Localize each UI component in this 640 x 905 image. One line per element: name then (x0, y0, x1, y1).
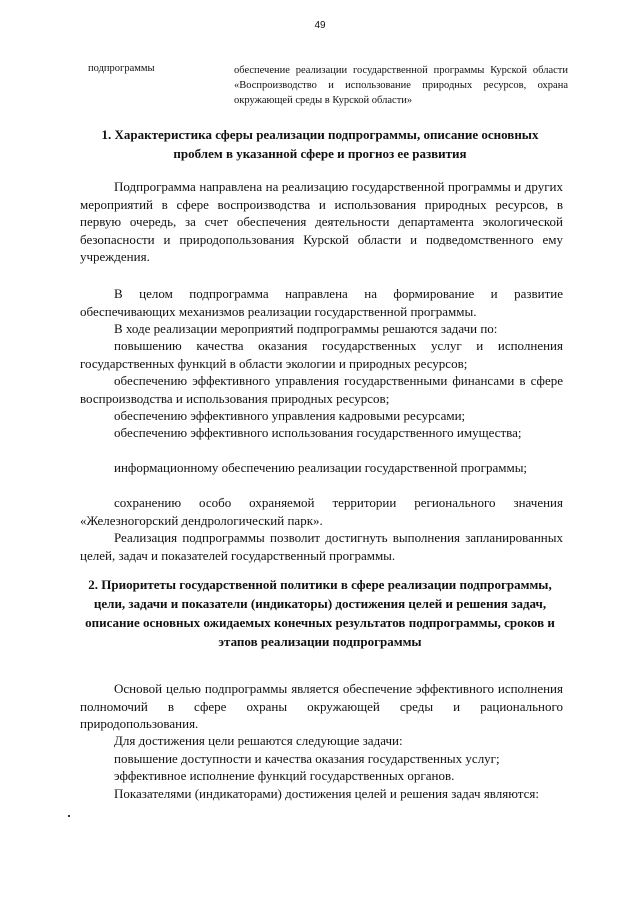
page-number: 49 (314, 20, 326, 31)
task-item: повышение доступности и качества оказания государственных услуг; (114, 751, 500, 766)
scan-mark (68, 815, 70, 817)
section-1-heading: 1. Характеристика сферы реализации подпрограммы, описание основных проблем в указанной сфере и прогноз ее развития (101, 127, 539, 161)
paragraph: В ходе реализации мероприятий подпрограммы решаются задачи по: (114, 321, 498, 336)
paragraph: Реализация подпрограммы позволит достигнуть выполнения запланированных целей, задач и показателей государственный программы. (80, 530, 563, 563)
task-item: обеспечению эффективного управления кадровыми ресурсами; (114, 408, 466, 423)
paragraph: Показателями (индикаторами) достижения целей и решения задач являются: (114, 786, 539, 801)
task-item: повышению качества оказания государственных услуг и исполнения государственных функций в области экологии и природных ресурсов; (80, 338, 563, 371)
paragraph: Основой целью подпрограммы является обеспечение эффективного исполнения полномочий в сфере охраны окружающей среды и рационального природопользования. (80, 681, 563, 731)
table-cell-label: подпрограммы (88, 63, 155, 74)
paragraph: В целом подпрограмма направлена на формирование и развитие обеспечивающих механизмов реализации государственной программы. (80, 286, 563, 319)
task-item: обеспечению эффективного использования государственного имущества; (114, 425, 522, 440)
paragraph: Подпрограмма направлена на реализацию государственной программы и других мероприятий в сфере воспроизводства и использования природных ресурсов, в первую очередь, за счет обеспечения деятельности департамента экологической безопасности и природопользования Курской области и подведомственного ему учреждения. (80, 179, 563, 264)
task-item: эффективное исполнение функций государственных органов. (114, 768, 455, 783)
task-item: обеспечению эффективного управления государственными финансами в сфере воспроизводства и использования природных ресурсов; (80, 373, 563, 406)
table-row (88, 63, 568, 111)
paragraph: Для достижения цели решаются следующие задачи: (114, 733, 403, 748)
task-item: сохранению особо охраняемой территории регионального значения «Железногорский дендрологический парк». (80, 495, 563, 528)
task-item: информационному обеспечению реализации государственной программы; (114, 460, 528, 475)
section-2-heading: 2. Приоритеты государственной политики в сфере реализации подпрограммы, цели, задачи и показатели (индикаторы) достижения целей и решения задач, описание основных ожидаемых конечных результатов подпрограммы, сроков и этапов реализации подпрограммы (85, 577, 555, 649)
table-cell-value: обеспечение реализации государственной программы Курской области «Воспроизводство и использование природных ресурсов, охрана окружающей среды в Курской области» (234, 65, 568, 106)
